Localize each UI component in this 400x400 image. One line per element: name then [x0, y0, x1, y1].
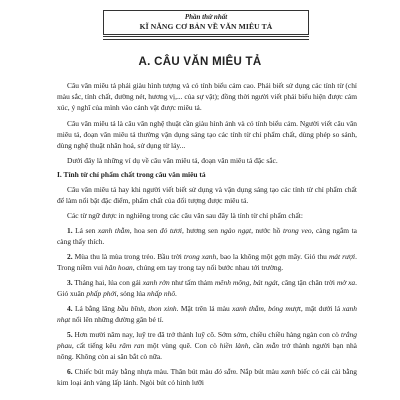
example-text: , hoa sen: [129, 226, 160, 235]
example-text: Lá bằng lăng: [72, 304, 118, 313]
example-paragraph: [57, 251, 357, 273]
example-text: , cần: [248, 341, 267, 350]
example-text: , cất tiếng kêu: [71, 341, 120, 350]
adjective-italic: ngào ngạt: [220, 226, 252, 235]
example-text: Tháng hai, lúa con gái: [72, 278, 143, 287]
adjective-italic: xanh thẫm, bóng mượt: [232, 304, 301, 313]
adjective-italic: râm ran: [119, 341, 145, 350]
example-text: nổi lên những đường gân bé tí.: [70, 315, 164, 324]
example-text: Hơn mười năm nay, luỹ tre đã trở thành luỹ cô. Sớm sớm, chiều chiều hàng ngàn con cò: [72, 330, 341, 339]
example-paragraph: [57, 329, 357, 362]
intro-paragraph-1: Câu văn miêu tả phải giàu hình tượng và có tính biểu cảm cao. Phải biết sử dụng các tính từ (chỉ màu sắc, tính chất, đường nét, hương vị,... của sự vật); đồng thời người viết phải biểu hiện được cảm xúc, ý nghĩ của mình vào cảnh vật được miêu tả.: [57, 81, 357, 112]
adjective-italic: xanh nhạt: [57, 304, 357, 324]
header-double-rule: [103, 36, 309, 40]
adjective-italic: đỏ tươi: [159, 226, 182, 235]
adjective-italic: phấp phới: [86, 289, 117, 298]
example-number: 6.: [67, 367, 73, 376]
adjective-italic: xanh rờn: [142, 278, 170, 287]
example-text: . Gió xuân: [57, 278, 357, 298]
example-paragraph: [57, 366, 357, 388]
example-text: Lá sen: [72, 226, 98, 235]
example-text: . Mặt trên lá màu: [176, 304, 233, 313]
example-text: Mùa thu là mùa trong trẻo. Bầu trời: [72, 252, 184, 261]
adjective-italic: hân hoan: [104, 263, 133, 272]
example-paragraph: [57, 277, 357, 299]
adjective-italic: xanh thẫm: [97, 226, 130, 235]
example-text: trở thành người bạn nhà nông. Không còn ai săn bắt cò nữa.: [57, 341, 357, 361]
example-text: biếc có cái cài bằng kim loại ánh vàng lấp lánh. Ngòi bút có hình lưỡi: [57, 367, 358, 387]
example-paragraph: [57, 303, 357, 325]
example-text: , bao la không một gợn mây. Gió thu: [216, 252, 329, 261]
subsection-paragraph-1: Câu văn miêu tả hay khi người viết biết sử dụng và vận dụng sáng tạo các tính từ chỉ phẩm chất để làm nổi bật đặc điểm, phẩm chất của đối tượng được miêu tả.: [57, 185, 357, 205]
example-text: Chiếc bút máy bằng nhựa màu. Thân bút màu: [72, 367, 215, 376]
section-title: A. CÂU VĂN MIÊU TẢ: [138, 56, 262, 68]
example-text: , nước hồ: [251, 226, 283, 235]
example-number: 5.: [67, 330, 73, 339]
example-text: như tấm thảm: [169, 278, 215, 287]
example-text: , hương sen: [181, 226, 221, 235]
example-text: . Trong niềm vui: [57, 252, 357, 272]
example-number: 3.: [67, 278, 73, 287]
adjective-italic: hiền lành: [219, 341, 249, 350]
part-header-box: [103, 10, 309, 35]
intro-paragraph-2: Câu văn miêu tả là câu văn nghệ thuật cần giàu hình ảnh và có tính biểu cảm. Người viết câu văn miêu tả, đoạn văn miêu tả thường vận dụng sáng tạo các tính từ chỉ phẩm chất, dùng phép so sánh, dùng nghệ thuật nhân hoá, sử dụng từ láy...: [57, 119, 357, 150]
example-text: , càng ngắm ta càng thấy thích.: [57, 226, 357, 246]
adjective-italic: mênh mông, bát ngát: [214, 278, 278, 287]
adjective-italic: mẫn: [266, 341, 280, 350]
subsection-paragraph-2: Các từ ngữ được in nghiêng trong các câu văn sau đây là tính từ chỉ phẩm chất:: [67, 211, 303, 220]
example-text: , mặt dưới lá: [300, 304, 343, 313]
adjective-italic: trong xanh: [183, 252, 217, 261]
intro-paragraph-3: Dưới đây là những ví dụ về câu văn miêu tả, đoạn văn miêu tả đặc sắc.: [67, 156, 278, 165]
example-text: .: [175, 289, 177, 298]
example-text: , căng tận chân trời: [277, 278, 337, 287]
adjective-italic: xanh: [280, 367, 296, 376]
example-number: 4.: [67, 304, 73, 313]
adjective-italic: đỏ sẫm: [214, 367, 236, 376]
example-number: 2.: [67, 252, 73, 261]
example-number: 1.: [67, 226, 73, 235]
subsection-heading: I. Tính từ chỉ phẩm chất trong câu văn miêu tả: [57, 170, 206, 179]
example-text: một vùng quê. Con cò: [144, 341, 220, 350]
adjective-italic: trong veo: [282, 226, 312, 235]
part-title: KĨ NĂNG CƠ BẢN VỀ VĂN MIÊU TẢ: [139, 22, 273, 31]
adjective-italic: bầu bĩnh, thon xinh: [117, 304, 177, 313]
examples-list: [57, 225, 357, 388]
adjective-italic: mát rượi: [328, 252, 356, 261]
example-text: . Nắp bút màu: [235, 367, 281, 376]
example-text: , sóng lúa: [116, 289, 148, 298]
example-text: , chúng em tay trong tay nối bước nhau tới trường.: [132, 263, 284, 272]
example-paragraph: [57, 225, 357, 247]
adjective-italic: mờ xa: [336, 278, 356, 287]
adjective-italic: trắng phau: [57, 330, 357, 350]
adjective-italic: nhấp nhô: [147, 289, 176, 298]
body-text: [57, 80, 357, 388]
part-label: Phần thứ nhất: [184, 13, 228, 21]
